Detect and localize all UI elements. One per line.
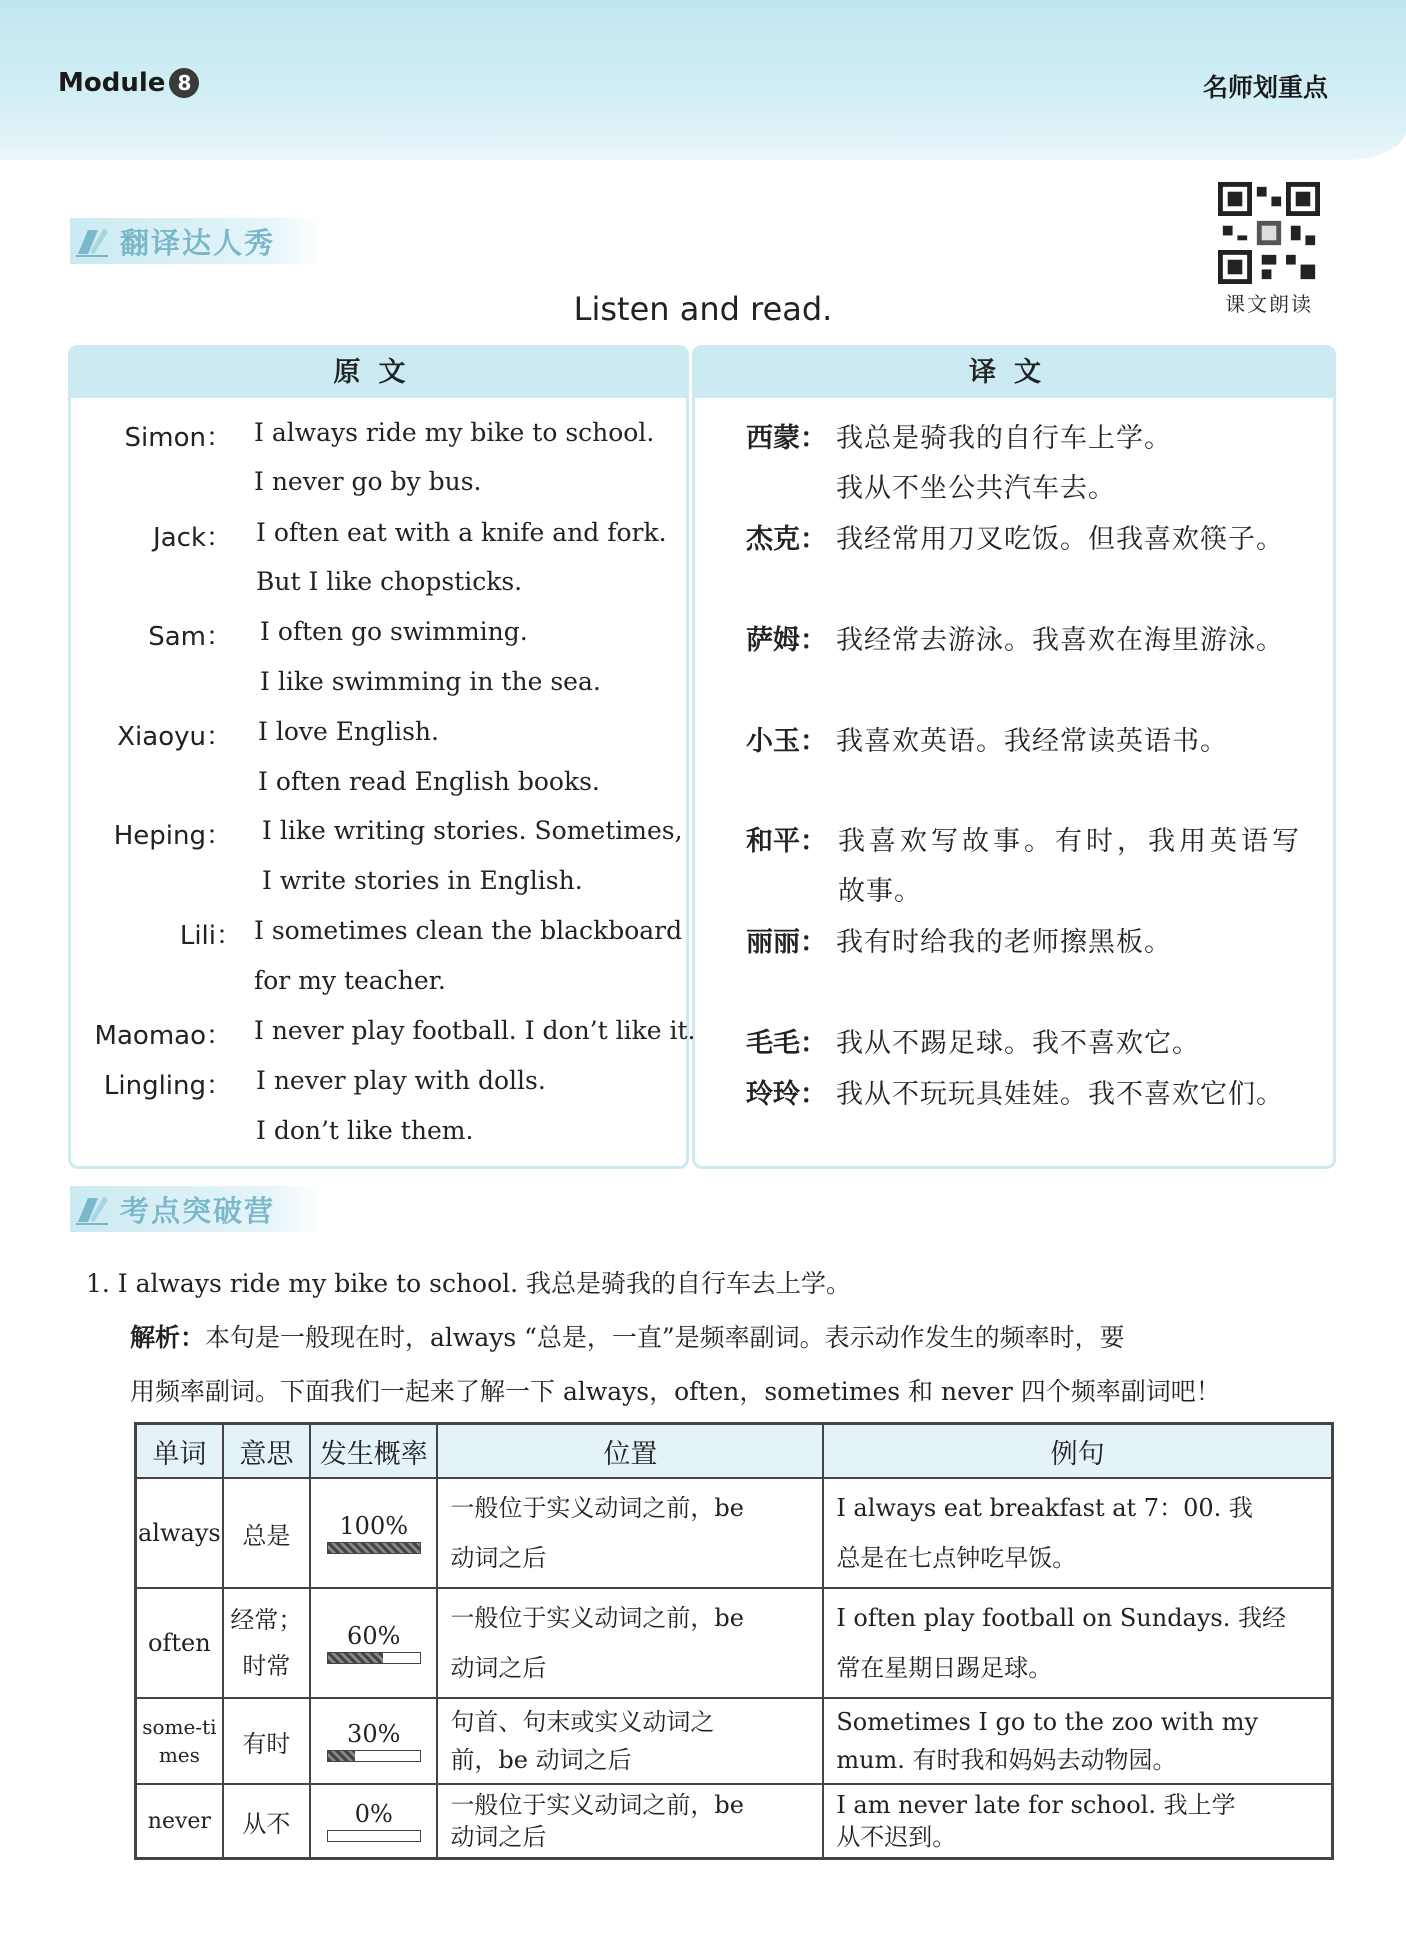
dialogue-line: I never go by bus. [254,467,482,496]
probability-cell [310,1784,437,1859]
speaker-name: Xiaoyu： [117,722,232,752]
dialogue-line: I like writing stories. Sometimes, [262,816,683,845]
position-line: 一般位于实义动词之前，be [450,1791,745,1819]
example-cell [823,1588,1332,1698]
position-cell [437,1588,823,1698]
probability-bar [327,1830,421,1842]
translation-name: 玲玲： [746,1079,827,1110]
probability-cell [310,1588,437,1698]
probability-cell [310,1698,437,1784]
translation-line: 我喜欢写故事。有时，我用英语写 [838,826,1303,857]
translation-line: 我从不坐公共汽车去。 [836,473,1116,504]
dialogue-line: I never play football. I don’t like it. [254,1016,696,1045]
position-line: 一般位于实义动词之前，be [450,1494,745,1522]
qr-code-icon[interactable] [1218,182,1320,284]
probability-text: 100% [339,1512,409,1540]
table-header: 意思 [223,1424,310,1479]
dialogue-line: I love English. [258,717,439,746]
probability-bar [327,1652,421,1664]
position-line: 动词之后 [450,1823,547,1851]
analysis-text: 本句是一般现在时，always “总是，一直”是频率副词。表示动作发生的频率时，要 [205,1323,1125,1352]
word-cell: never [136,1784,223,1859]
module-label [58,68,199,98]
analysis-label: 解析： [130,1323,206,1352]
speaker-name: Simon： [124,423,232,453]
original-panel-head: 原文 [71,348,686,398]
example-line: I am never late for school. 我上学 [836,1791,1236,1819]
example-cell [823,1478,1332,1588]
example-line: 总是在七点钟吃早饭。 [836,1544,1077,1572]
translation-line: 故事。 [838,876,922,907]
position-cell [437,1784,823,1859]
position-line: 动词之后 [450,1544,547,1572]
translation-name: 和平： [746,826,827,857]
example-line: 从不迟到。 [836,1823,957,1851]
header-band [0,0,1406,160]
qr-label: 课文朗读 [1225,292,1313,316]
frequency-table [134,1422,1334,1860]
header-right-title: 名师划重点 [1202,73,1328,102]
translation-line: 我总是骑我的自行车上学。 [836,423,1172,454]
probability-bar-fill [328,1751,356,1761]
example-line: I often play football on Sundays. 我经 [836,1604,1286,1632]
table-row [136,1784,1333,1859]
dialogue-line: I like swimming in the sea. [260,667,601,696]
pen-icon [74,224,112,258]
main-title: Listen and read. [573,290,833,328]
speaker-name: Jack： [153,523,232,553]
dialogue-line: I often go swimming. [260,617,528,646]
speaker-name: Lili： [179,921,242,951]
translation-name: 萨姆： [746,625,827,656]
example-line: I always eat breakfast at 7：00. 我 [836,1494,1253,1522]
table-header: 发生概率 [310,1424,437,1479]
position-line: 前，be 动词之后 [450,1746,632,1774]
module-number: 8 [169,68,199,98]
table-row [136,1588,1333,1698]
word-cell: often [136,1588,223,1698]
translation-name: 杰克： [746,524,827,555]
position-cell [437,1478,823,1588]
meaning-cell: 从不 [223,1784,310,1859]
translation-line: 我从不玩玩具娃娃。我不喜欢它们。 [836,1079,1284,1110]
translation-name: 毛毛： [746,1028,827,1059]
dialogue-line: I never play with dolls. [256,1066,546,1095]
dialogue-line: I often read English books. [258,767,600,796]
meaning-cell: 总是 [223,1478,310,1588]
table-row [136,1698,1333,1784]
translation-line: 我喜欢英语。我经常读英语书。 [836,726,1228,757]
translation-line: 我经常去游泳。我喜欢在海里游泳。 [836,625,1284,656]
dialogue-line: I write stories in English. [262,866,583,895]
speaker-name: Lingling： [103,1071,232,1101]
dialogue-line: I often eat with a knife and fork. [256,518,667,547]
translation-line: 我经常用刀叉吃饭。但我喜欢筷子。 [836,524,1284,555]
probability-bar-fill [328,1543,420,1553]
translation-name: 小玉： [746,726,827,757]
module-word: Module [58,68,166,98]
probability-text: 60% [347,1622,401,1650]
dialogue-line: I always ride my bike to school. [254,418,655,447]
section-title-text: 翻译达人秀 [120,225,276,260]
dialogue-line: I don’t like them. [256,1116,474,1145]
meaning-cell: 有时 [223,1698,310,1784]
section-title-points [70,1186,320,1232]
probability-bar [327,1542,421,1554]
dialogue-line: I sometimes clean the blackboard [254,916,683,945]
table-header-row [136,1424,1333,1479]
translation-name: 西蒙： [746,423,827,454]
position-cell [437,1698,823,1784]
translation-panel-head: 译文 [695,348,1333,398]
point-sentence: 1. I always ride my bike to school. 我总是骑我的自行车去上学。 [86,1269,852,1298]
probability-text: 30% [347,1720,401,1748]
example-line: mum. 有时我和妈妈去动物园。 [836,1746,1177,1774]
table-header: 例句 [823,1424,1332,1479]
word-cell: some-times [136,1698,223,1784]
example-cell [823,1698,1332,1784]
probability-cell [310,1478,437,1588]
meaning-cell: 经常；时常 [223,1588,310,1698]
dialogue-line: for my teacher. [254,966,446,995]
speaker-name: Maomao： [94,1021,232,1051]
example-line: Sometimes I go to the zoo with my [836,1708,1259,1736]
position-line: 动词之后 [450,1654,547,1682]
dialogue-line: But I like chopsticks. [256,567,523,596]
position-line: 一般位于实义动词之前，be [450,1604,745,1632]
probability-text: 0% [354,1800,393,1828]
probability-bar [327,1750,421,1762]
section-title-translation [70,218,320,264]
table-header: 位置 [437,1424,823,1479]
pen-icon [74,1192,112,1226]
word-cell: always [136,1478,223,1588]
translation-line: 我从不踢足球。我不喜欢它。 [836,1028,1200,1059]
translation-name: 丽丽： [746,927,827,958]
table-row [136,1478,1333,1588]
speaker-name: Heping： [113,821,232,851]
position-line: 句首、句末或实义动词之 [450,1708,715,1736]
example-line: 常在星期日踢足球。 [836,1654,1053,1682]
translation-line: 我有时给我的老师擦黑板。 [836,927,1172,958]
analysis-line-2: 用频率副词。下面我们一起来了解一下 always，often，sometimes 和 never 四个频率副词吧！ [130,1377,1221,1406]
example-cell [823,1784,1332,1859]
probability-bar-fill [328,1653,383,1663]
section-title-text: 考点突破营 [120,1193,276,1228]
analysis-line [130,1318,1125,1354]
table-header: 单词 [136,1424,223,1479]
speaker-name: Sam： [148,622,232,652]
